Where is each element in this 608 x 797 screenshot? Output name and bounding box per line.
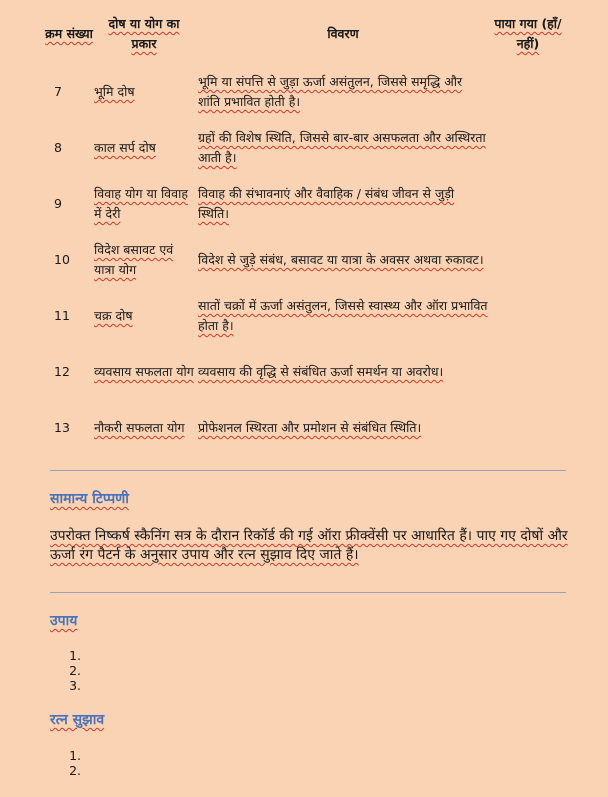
table-row xyxy=(44,344,568,400)
table-row xyxy=(44,176,568,232)
table-row xyxy=(44,288,568,344)
table-row xyxy=(44,400,568,456)
row-found[interactable] xyxy=(488,344,568,400)
row-number: 8 xyxy=(54,140,62,155)
row-number: 13 xyxy=(54,420,70,435)
row-found[interactable] xyxy=(488,232,568,288)
row-type: चक्र दोष xyxy=(94,308,133,323)
general-note-text: उपरोक्त निष्कर्ष स्कैनिंग सत्र के दौरान रिकॉर्ड की गई ऑरा फ्रीक्वेंसी पर आधारित हैं। पाए गए दोषों और ऊर्जा रंग पैटर्न के अनुसार उपाय और रत्न सुझाव दिए जाते हैं। xyxy=(50,528,568,563)
table-row xyxy=(44,120,568,176)
remedies-heading: उपाय xyxy=(50,613,78,629)
gem-suggestions-list xyxy=(50,748,85,778)
row-type: विदेश बसावट एवं यात्रा योग xyxy=(94,242,174,277)
header-found: पाया गया (हाँ/नहीं) xyxy=(494,16,562,51)
row-description: व्यवसाय की वृद्धि से संबंधित ऊर्जा समर्थन या अवरोध। xyxy=(198,364,444,379)
row-type: व्यवसाय सफलता योग xyxy=(94,364,194,379)
row-description: विदेश से जुड़े संबंध, बसावट या यात्रा के अवसर अथवा रुकावट। xyxy=(198,252,484,267)
row-number: 12 xyxy=(54,364,70,379)
row-description: भूमि या संपत्ति से जुड़ा ऊर्जा असंतुलन, जिससे समृद्धि और शांति प्रभावित होती है। xyxy=(198,74,463,109)
row-found[interactable] xyxy=(488,64,568,120)
header-type: दोष या योग का प्रकार xyxy=(108,16,180,51)
gem-suggestions-heading: रत्न सुझाव xyxy=(50,712,105,728)
row-found[interactable] xyxy=(488,176,568,232)
row-description: ग्रहों की विशेष स्थिति, जिससे बार-बार असफलता और अस्थिरता आती है। xyxy=(198,130,486,165)
row-found[interactable] xyxy=(488,288,568,344)
table-header-row xyxy=(44,12,568,64)
dosha-table xyxy=(44,12,568,456)
row-type: भूमि दोष xyxy=(94,84,135,99)
row-found[interactable] xyxy=(488,400,568,456)
table-row xyxy=(44,64,568,120)
row-type: विवाह योग या विवाह में देरी xyxy=(94,186,188,221)
remedies-list xyxy=(50,648,85,693)
row-number: 11 xyxy=(54,308,70,323)
row-description: सातों चक्रों में ऊर्जा असंतुलन, जिससे स्वास्थ्य और ऑरा प्रभावित होता है। xyxy=(198,298,488,333)
table-row xyxy=(44,232,568,288)
header-description: विवरण xyxy=(327,26,359,41)
row-type: काल सर्प दोष xyxy=(94,140,156,155)
row-number: 7 xyxy=(54,84,62,99)
row-description: प्रोफेशनल स्थिरता और प्रमोशन से संबंधित स्थिति। xyxy=(198,420,422,435)
row-number: 9 xyxy=(54,196,62,211)
row-found[interactable] xyxy=(488,120,568,176)
section-divider xyxy=(50,470,566,471)
row-type: नौकरी सफलता योग xyxy=(94,420,185,435)
row-description: विवाह की संभावनाएं और वैवाहिक / संबंध जीवन से जुड़ी स्थिति। xyxy=(198,186,455,221)
section-divider xyxy=(50,592,566,593)
header-number: क्रम संख्या xyxy=(45,26,93,41)
general-note-heading: सामान्य टिप्पणी xyxy=(50,491,129,507)
row-number: 10 xyxy=(54,252,70,267)
